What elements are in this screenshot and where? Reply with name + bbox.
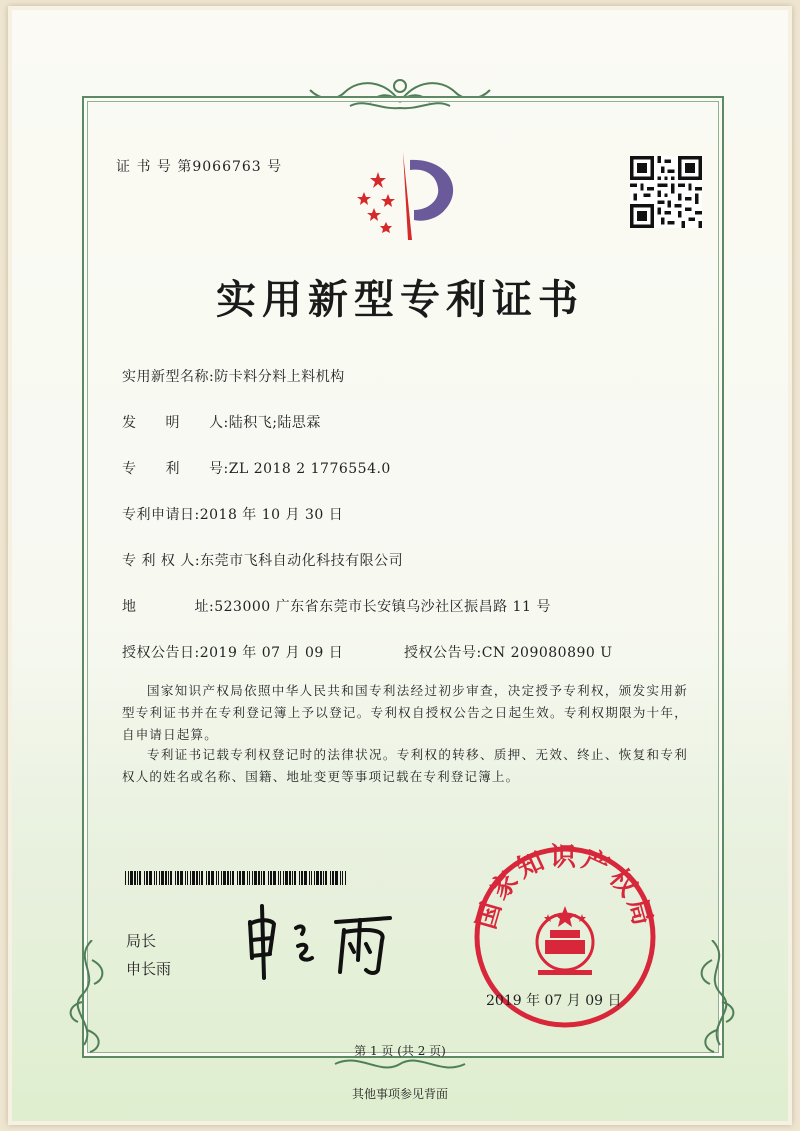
barcode-bar [144,871,145,885]
certificate-number: 证 书 号 第9066763 号 [116,159,283,175]
barcode-bar [187,871,188,885]
field-row-name [122,366,345,386]
barcode-bar [149,871,152,885]
field-row-grant-date [122,642,343,662]
barcode-bar [201,871,203,885]
field-label: 专利申请日: [122,507,200,523]
field-label: 发 明 人: [122,415,229,431]
barcode-bar [314,871,315,885]
barcode-bar [289,871,291,885]
field-label: 专 利 权 人: [122,553,201,569]
barcode-bar [249,871,250,885]
field-label: 地 址: [122,599,215,615]
barcode-bar [335,871,338,885]
barcode-bar [180,871,183,885]
field-value: 陆积飞;陆思霖 [228,415,321,431]
barcode-bar [294,871,296,885]
barcode-bar [159,871,160,885]
barcode-bar [223,871,226,885]
barcode-bar [270,871,272,885]
barcode-bar [345,871,346,885]
barcode-bar [273,871,276,885]
barcode-bar [230,871,231,885]
field-value: 东莞市飞科自动化科技有限公司 [200,553,404,569]
barcode-bar [218,871,219,885]
cnipa-logo [348,150,468,246]
barcode-bar [175,871,176,885]
barcode-bar [268,871,269,885]
barcode-bar [130,871,133,885]
barcode-bar [146,871,148,885]
field-value: 防卡料分料上料机构 [214,369,345,385]
field-label: 实用新型名称: [122,369,215,385]
barcode-bar [283,871,284,885]
barcode-bar [170,871,172,885]
barcode-bar [342,871,343,885]
field-value: 2019 年 07 月 09 日 [199,645,344,661]
barcode-bar [125,871,126,885]
body-paragraph-1: 国家知识产权局依照中华人民共和国专利法经过初步审查，决定授予专利权，颁发实用新型专利证书并在专利登记簿上予以登记。专利权自授权公告之日起生效。专利权期限为十年，自申请日起算。 [122,683,688,742]
barcode-bar [258,871,260,885]
barcode-bar [134,871,136,885]
barcode-bar [216,871,217,885]
footer-note: 其他事项参见背面 [351,1087,448,1101]
barcode-bar [156,871,157,885]
barcode-bar [254,871,257,885]
barcode-bar [285,871,288,885]
seal-date: 2019 年 07 月 09 日 [486,993,622,1009]
barcode-bar [261,871,262,885]
field-row-patent-no [122,458,391,478]
field-value: 523000 广东省东莞市长安镇乌沙社区振昌路 11 号 [214,599,551,615]
barcode-bar [278,871,279,885]
barcode-bar [139,871,141,885]
barcode [125,871,347,885]
barcode-bar [185,871,186,885]
qr-code [630,156,702,228]
barcode-bar [332,871,334,885]
barcode-bar [221,871,222,885]
body-paragraph-2: 专利证书记载专利权登记时的法律状况。专利权的转移、质押、无效、终止、恢复和专利权人的姓名或名称、国籍、地址变更等事项记载在专利登记簿上。 [122,747,688,784]
barcode-bar [280,871,281,885]
barcode-bar [137,871,138,885]
barcode-bar [177,871,179,885]
field-label: 授权公告日: [122,645,200,661]
barcode-bar [206,871,207,885]
barcode-bar [323,871,324,885]
barcode-bar [311,871,312,885]
field-row-address [122,596,551,616]
barcode-bar [247,871,248,885]
field-label: 专 利 号: [122,461,229,477]
barcode-bar [227,871,229,885]
barcode-bar [316,871,319,885]
barcode-bar [242,871,245,885]
field-row-patentee [122,550,403,570]
barcode-bar [325,871,327,885]
field-row-announcement-no [404,642,613,662]
field-value: CN 209080890 U [481,645,613,661]
director-signature [240,900,410,980]
barcode-bar [252,871,253,885]
barcode-bar [208,871,210,885]
barcode-bar [340,871,341,885]
barcode-bar [192,871,195,885]
barcode-bar [263,871,265,885]
field-row-filing-date [122,504,343,524]
barcode-bar [154,871,155,885]
barcode-bar [299,871,300,885]
director-name: 申长雨 [126,960,172,978]
barcode-bar [309,871,310,885]
barcode-bar [237,871,238,885]
director-title: 局长 [126,932,157,950]
barcode-bar [190,871,191,885]
field-label: 授权公告号: [404,645,482,661]
barcode-bar [232,871,234,885]
field-value: 2018 年 10 月 30 日 [199,507,344,523]
page-number: 第 1 页 (共 2 页) [354,1044,446,1058]
barcode-bar [304,871,307,885]
barcode-bar [161,871,164,885]
barcode-bar [292,871,293,885]
barcode-bar [239,871,241,885]
barcode-bar [168,871,169,885]
field-row-inventor [122,412,321,432]
barcode-bar [320,871,322,885]
barcode-bar [211,871,214,885]
barcode-bar [165,871,167,885]
barcode-bar [199,871,200,885]
barcode-bar [330,871,331,885]
certificate-title: 实用新型专利证书 [216,277,584,323]
barcode-bar [301,871,303,885]
seal-text: 国家知识产权局 [471,842,659,933]
barcode-bar [196,871,198,885]
barcode-bar [128,871,129,885]
field-value: ZL 2018 2 1776554.0 [228,461,391,477]
